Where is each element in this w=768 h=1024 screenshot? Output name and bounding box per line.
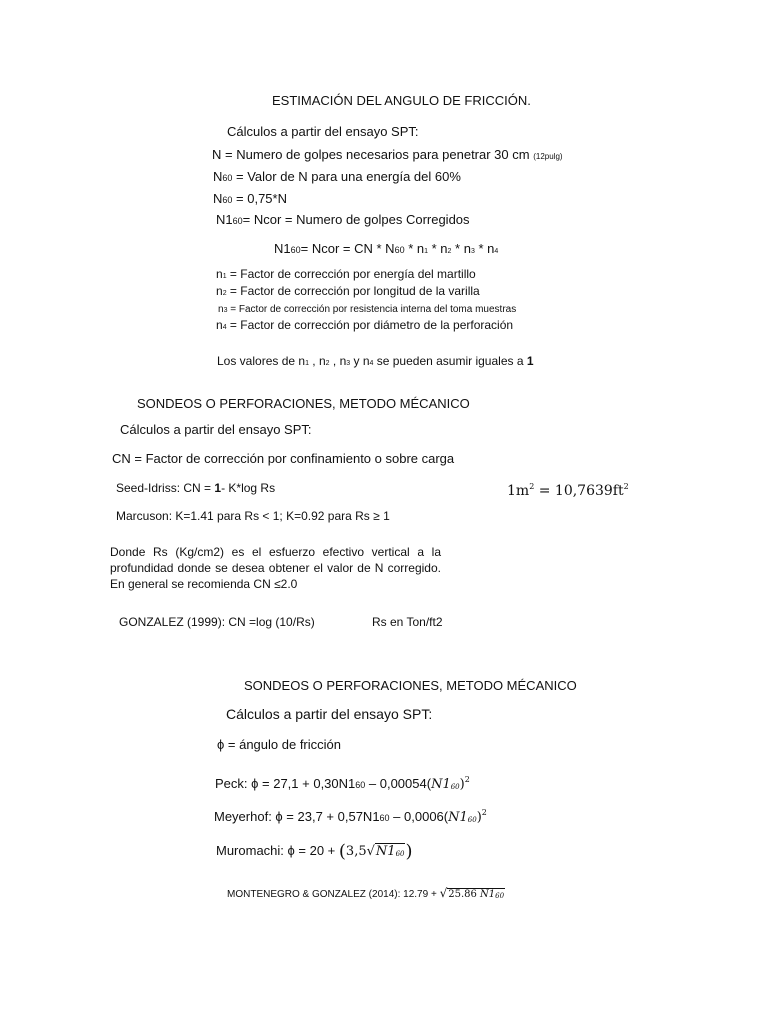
rs-paragraph: Donde Rs (Kg/cm2) es el esfuerzo efectivo vertical a la profundidad donde se desea obtener el valor de N corregido. En general se recomienda CN ≤2.0 [110,545,441,591]
n60-definition: N60 = Valor de N para una energía del 60% [213,169,461,184]
section3-title: SONDEOS O PERFORACIONES, METODO MÉCANICO [244,678,577,693]
montenegro-gonzalez-formula: MONTENEGRO & GONZALEZ (2014): 12.79 + √25.86 N160 [227,886,505,900]
peck-formula: Peck: $\phi = 27,1 + 0,30N160 - 0,00054(N160)^2$ [215,775,470,792]
cn-definition: CN = Factor de corrección por confinamiento o sobre carga [112,451,455,466]
n60-equation: N60 = 0,75*N [213,191,287,206]
unit-conversion: $1m^2 = 10,7639ft^2$ [507,482,629,499]
factor-n2: n2 = Factor de corrección por longitud de la varilla [216,284,480,298]
n160-definition: N160= Ncor = Numero de golpes Corregidos [216,212,470,227]
factor-n3: n3 = Factor de corrección por resistencia interna del toma muestras [218,304,517,315]
correction-formula: N160= Ncor = CN * N60 * n1 * n2 * n3 * n4 [274,241,499,256]
section2-subtitle: Cálculos a partir del ensayo SPT: [120,422,312,437]
section1-title: ESTIMACIÓN DEL ANGULO DE FRICCIÓN. [272,93,531,108]
n-definition: N = Numero de golpes necesarios para penetrar 30 cm (12pulg) [212,147,563,162]
phi-definition: ϕ = ángulo de fricción [217,737,341,752]
marcuson-formula: Marcuson: K=1.41 para Rs < 1; K=0.92 para Rs ≥ 1 [116,509,390,523]
assume-factors: Los valores de n1 , n2 , n3 y n4 se pueden asumir iguales a 1 [217,354,534,368]
rs-units: Rs en Ton/ft2 [372,615,443,629]
section1-subtitle: Cálculos a partir del ensayo SPT: [227,124,419,139]
meyerhof-formula: Meyerhof: $\phi = 23,7 + 0,57N160 - 0,0006(N160)^2$ [214,808,487,825]
section3-subtitle: Cálculos a partir del ensayo SPT: [226,706,433,722]
gonzalez-1999-formula: GONZALEZ (1999): CN =log (10/Rs) [119,615,315,629]
section2-title: SONDEOS O PERFORACIONES, METODO MÉCANICO [137,396,470,411]
seed-idriss-formula: Seed-Idriss: CN = 1- K*log Rs [116,481,276,495]
factor-n1: n1 = Factor de corrección por energía del martillo [216,267,476,281]
factor-n4: n4 = Factor de corrección por diámetro de la perforación [216,318,514,332]
muromachi-formula: Muromachi: ϕ = 20 + (3,5√N160) [216,841,413,862]
